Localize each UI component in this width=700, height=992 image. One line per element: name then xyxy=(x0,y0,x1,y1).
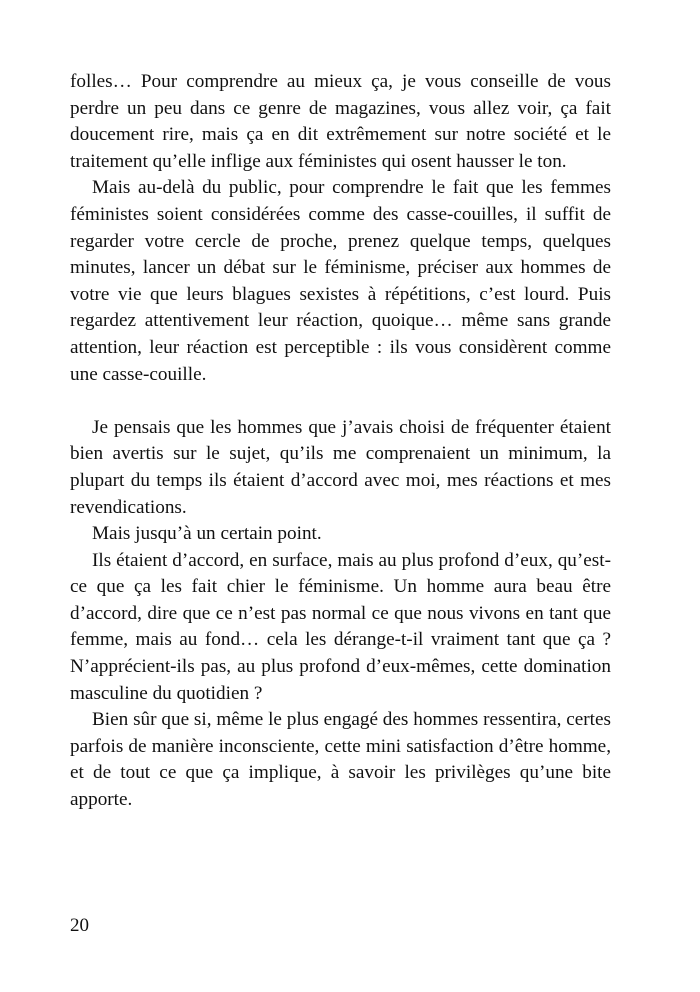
paragraph-en-surface: Ils étaient d’accord, en surface, mais au plus profond d’eux, qu’est-ce que ça les fait chier le féminisme. Un homme aura beau être d’accord, dire que ce n’est pas normal ce que nous vivons en tant que femme, mais au fond… cela les dérange-t-il vraiment tant que ça ? N’apprécient-ils pas, au plus profond d’eux-mêmes, cette domination masculine du quotidien ? xyxy=(70,549,611,704)
paragraph-hommes-frequentes: Je pensais que les hommes que j’avais choisi de fréquenter étaient bien avertis sur le sujet, qu’ils me comprenaient un minimum, la plupart du temps ils étaient d’accord avec moi, mes réactions et mes revendications. xyxy=(70,416,611,518)
paragraph-casse-couilles: Mais au-delà du public, pour comprendre le fait que les femmes féministes soient considérées comme des casse-couilles, il suffit de regarder votre cercle de proche, prenez quelque temps, quelques minutes, lancer un débat sur le féminisme, préciser aux hommes de votre vie que leurs blagues sexistes à répétitions, c’est lourd. Puis regardez attentivement leur réaction, quoique… même sans grande attention, leur réaction est perceptible : ils vous considèrent comme une casse-couille. xyxy=(70,177,611,385)
section-break xyxy=(70,388,611,415)
paragraph-bien-sur: Bien sûr que si, même le plus engagé des hommes ressentira, certes parfois de manière inconsciente, cette mini satisfaction d’être homme, et de tout ce que ça implique, à savoir les privilèges qu’une bite apporte. xyxy=(70,709,611,811)
page-body xyxy=(70,69,611,814)
page-number: 20 xyxy=(70,915,89,936)
paragraph-continuation: folles… Pour comprendre au mieux ça, je vous conseille de vous perdre un peu dans ce genre de magazines, vous allez voir, ça fait doucement rire, mais ça en dit extrêmement sur notre société et le traitement qu’elle inflige aux féministes qui osent hausser le ton. xyxy=(70,71,611,172)
paragraph-certain-point: Mais jusqu’à un certain point. xyxy=(92,523,322,545)
